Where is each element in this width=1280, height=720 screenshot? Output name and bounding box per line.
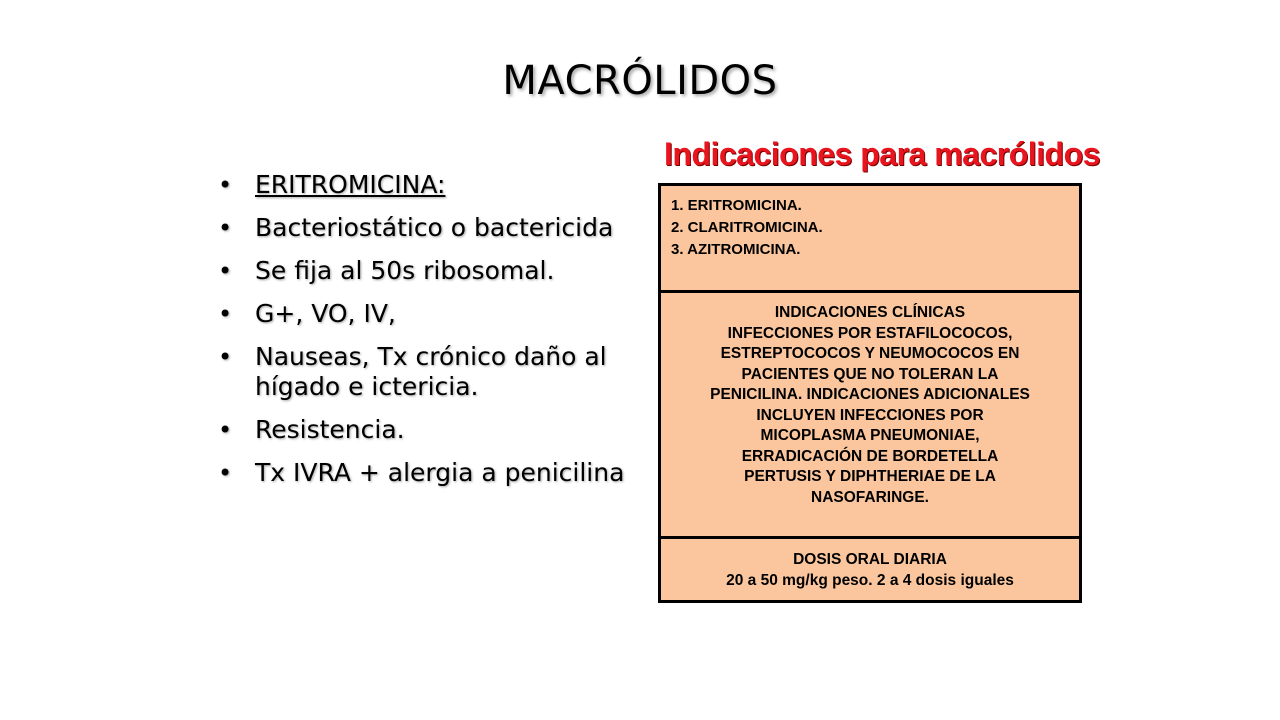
dose-line: 20 a 50 mg/kg peso. 2 a 4 dosis iguales <box>726 572 1014 589</box>
bullet-item <box>218 415 628 445</box>
bullet-text: Nauseas, Tx crónico daño al hígado e ictericia. <box>255 342 607 401</box>
bullet-icon: • <box>218 416 233 444</box>
bullet-icon: • <box>218 214 233 242</box>
drug-list-cell <box>661 186 1079 290</box>
indications-line: PENICILINA. INDICACIONES ADICIONALES <box>710 386 1030 403</box>
bullet-item <box>218 342 628 402</box>
indications-line: INDICACIONES CLÍNICAS <box>774 304 966 321</box>
dose-cell <box>661 539 1079 600</box>
indications-table <box>658 183 1082 603</box>
indications-line: PACIENTES QUE NO TOLERAN LA <box>741 365 999 383</box>
bullet-icon: • <box>218 171 233 199</box>
bullet-item <box>218 170 628 200</box>
indications-line: NASOFARINGE. <box>811 488 929 506</box>
dose-line: DOSIS ORAL DIARIA <box>793 551 947 568</box>
bullet-item <box>218 458 628 488</box>
bullet-text: Se fija al 50s ribosomal. <box>255 256 555 285</box>
indications-line: INFECCIONES POR ESTAFILOCOCOS, <box>727 324 1013 342</box>
drug-item: 1. ERITROMICINA. <box>671 197 802 214</box>
indications-line: INCLUYEN INFECCIONES POR <box>756 406 984 424</box>
bullet-icon: • <box>218 459 233 487</box>
clinical-indications-cell <box>661 293 1079 536</box>
bullet-text: Tx IVRA + alergia a penicilina <box>255 458 625 487</box>
bullet-item <box>218 256 628 286</box>
indications-line: ERRADICACIÓN DE BORDETELLA <box>741 447 999 465</box>
table-heading: Indicaciones para macrólidos <box>664 136 1100 172</box>
indications-line: MICOPLASMA PNEUMONIAE, <box>760 427 980 444</box>
bullet-item <box>218 299 628 329</box>
bullet-text: Bacteriostático o bactericida <box>255 213 614 242</box>
bullet-list <box>218 170 628 501</box>
indications-line: PERTUSIS Y DIPHTHERIAE DE LA <box>744 468 996 485</box>
indications-line: ESTREPTOCOCOS Y NEUMOCOCOS EN <box>720 345 1020 362</box>
drug-item: 2. CLARITROMICINA. <box>671 219 823 236</box>
slide-title: MACRÓLIDOS <box>502 58 778 104</box>
bullet-icon: • <box>218 257 233 285</box>
bullet-text: ERITROMICINA: <box>255 170 446 199</box>
bullet-item <box>218 213 628 243</box>
bullet-text: G+, VO, IV, <box>255 299 396 328</box>
bullet-text: Resistencia. <box>255 415 405 444</box>
drug-item: 3. AZITROMICINA. <box>671 241 801 258</box>
bullet-icon: • <box>218 343 233 371</box>
bullet-icon: • <box>218 300 233 328</box>
